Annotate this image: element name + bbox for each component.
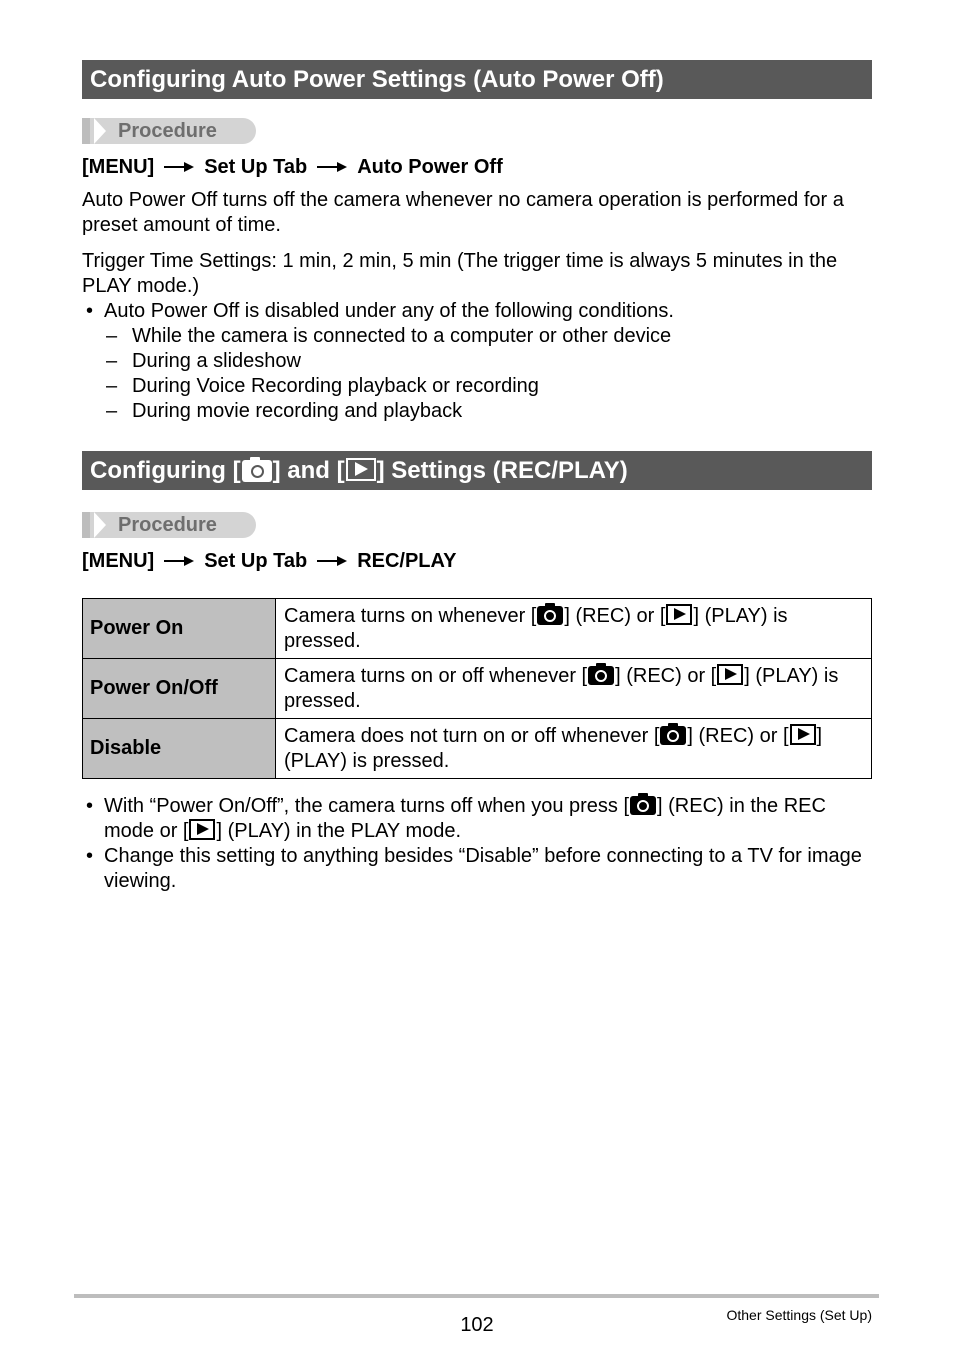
condition-text: During a slideshow <box>132 350 301 372</box>
condition-text: During movie recording and playback <box>132 400 463 422</box>
menu-step: REC/PLAY <box>357 550 457 572</box>
table-row <box>83 719 872 779</box>
bullet-icon: • <box>86 795 94 817</box>
play-icon <box>666 604 692 625</box>
footer-section-name: Other Settings (Set Up) <box>726 1307 872 1323</box>
procedure-marker-icon <box>82 118 90 144</box>
menu-step: [MENU] <box>82 550 155 572</box>
page-number: 102 <box>460 1314 494 1336</box>
menu-path <box>82 548 456 574</box>
dash-icon: – <box>106 350 118 372</box>
note-text: Change this setting to anything besides “Disable” before connecting to a TV for image viewing. <box>104 845 862 892</box>
trigger-time-paragraph: Trigger Time Settings: 1 min, 2 min, 5 min (The trigger time is always 5 minutes in the PLAY mode.) <box>82 250 838 297</box>
menu-path <box>82 154 503 180</box>
note-text: With “Power On/Off”, the camera turns off when you press [ ] (REC) in the REC mode or [ ] (PLAY) in the PLAY mode. <box>104 795 826 842</box>
menu-step: Auto Power Off <box>357 156 503 178</box>
setting-description: Camera does not turn on or off whenever [ ] (REC) or [ ] (PLAY) is pressed. <box>276 719 872 779</box>
arrow-right-icon <box>317 556 347 566</box>
condition-text: During Voice Recording playback or recording <box>132 375 539 397</box>
condition-item <box>106 399 463 424</box>
camera-icon <box>242 460 272 482</box>
condition-item <box>106 374 539 399</box>
bullet-item <box>86 299 674 324</box>
camera-icon <box>588 666 614 685</box>
procedure-chevron-icon <box>94 118 106 144</box>
bullet-icon: • <box>86 845 94 867</box>
procedure-chevron-icon <box>94 512 106 538</box>
play-icon <box>189 819 215 840</box>
section-heading-rec-play <box>82 451 872 490</box>
heading-text: ] and [ <box>272 457 345 484</box>
table-row <box>83 599 872 659</box>
arrow-right-icon <box>164 162 194 172</box>
camera-icon <box>537 606 563 625</box>
footer-rule <box>74 1294 879 1298</box>
setting-name: Power On <box>83 599 276 659</box>
condition-text: While the camera is connected to a computer or other device <box>132 325 672 347</box>
condition-item <box>106 349 301 374</box>
procedure-marker-icon <box>82 512 90 538</box>
play-icon <box>346 458 376 481</box>
setting-description: Camera turns on or off whenever [ ] (REC) or [ ] (PLAY) is pressed. <box>276 659 872 719</box>
heading-text: ] Settings (REC/PLAY) <box>376 457 628 484</box>
camera-icon <box>630 796 656 815</box>
procedure-tab <box>82 512 256 538</box>
dash-icon: – <box>106 400 118 422</box>
note-item <box>86 844 862 892</box>
description-paragraph: Auto Power Off turns off the camera whenever no camera operation is performed for a preset amount of time. <box>82 189 844 236</box>
setting-description: Camera turns on whenever [ ] (REC) or [ ] (PLAY) is pressed. <box>276 599 872 659</box>
procedure-tab <box>82 118 256 144</box>
procedure-label: Procedure <box>118 514 217 536</box>
table-row <box>83 659 872 719</box>
procedure-label: Procedure <box>118 120 217 142</box>
play-icon <box>790 724 816 745</box>
note-item <box>86 794 826 842</box>
play-icon <box>717 664 743 685</box>
menu-step: [MENU] <box>82 156 155 178</box>
heading-text: Configuring [ <box>90 457 241 484</box>
menu-step: Set Up Tab <box>204 156 308 178</box>
arrow-right-icon <box>164 556 194 566</box>
dash-icon: – <box>106 325 118 347</box>
camera-icon <box>660 726 686 745</box>
condition-item <box>106 324 672 349</box>
section-heading-auto-power-off: Configuring Auto Power Settings (Auto Power Off) <box>82 60 872 99</box>
bullet-text: Auto Power Off is disabled under any of the following conditions. <box>104 300 674 322</box>
settings-table <box>82 598 872 779</box>
setting-name: Power On/Off <box>83 659 276 719</box>
arrow-right-icon <box>317 162 347 172</box>
setting-name: Disable <box>83 719 276 779</box>
menu-step: Set Up Tab <box>204 550 308 572</box>
dash-icon: – <box>106 375 118 397</box>
bullet-icon: • <box>86 300 94 322</box>
